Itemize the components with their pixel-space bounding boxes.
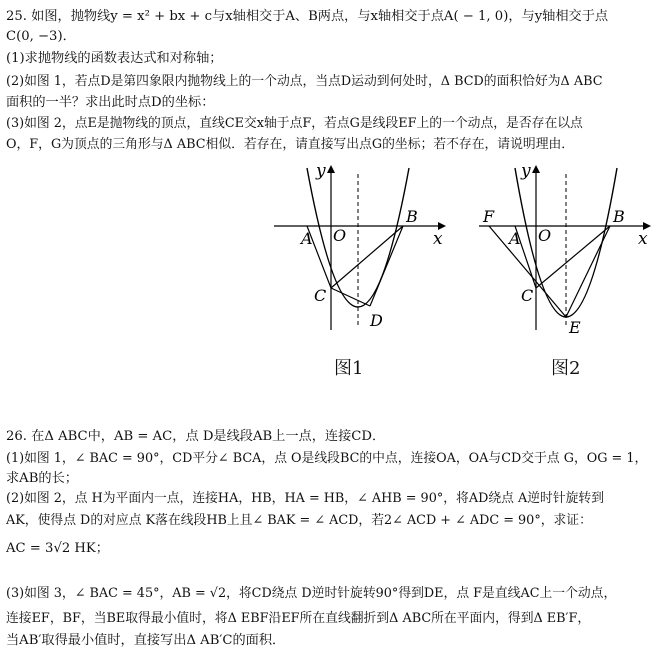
p26-line-2: (1)如图 1，∠ BAC = 90°，CD平分∠ BCA，点 O是线段BC的中点，连接OA，OA与CD交于点 G，OG = 1， bbox=[6, 451, 648, 466]
p25-line-1: 25. 如图，抛物线y = x² + bx + c与x轴相交于A、B两点，与x轴相交于点A( − 1, 0)，与y轴相交于点 bbox=[6, 9, 609, 24]
p26-line-8: 连接EF，BF，当BE取得最小值时，将Δ EBF沿EF所在直线翻折到Δ ABC所在平面内，得到Δ EB′F， bbox=[6, 611, 591, 626]
p26-line-6: AC = 3√2 HK； bbox=[6, 541, 109, 556]
p25-line-2: C(0, −3)． bbox=[6, 29, 76, 44]
p26-line-9: 当AB′取得最小值时，直接写出Δ AB′C的面积． bbox=[6, 633, 286, 648]
fig1-label-b: B bbox=[406, 207, 418, 226]
fig1-label-o: O bbox=[333, 226, 347, 245]
fig2-label-f: F bbox=[483, 207, 495, 226]
fig1-label-y: y bbox=[316, 161, 326, 181]
figure-1-caption: 图1 bbox=[334, 358, 364, 379]
figure-2-caption: 图2 bbox=[551, 358, 581, 379]
p26-line-3: 求AB的长； bbox=[6, 471, 78, 486]
fig1-y-arrow bbox=[327, 165, 335, 173]
p26-line-5: AK，使得点 D的对应点 K落在线段HB上且∠ BAK = ∠ ACD，若2∠ ACD + ∠ ADC = 90°，求证： bbox=[6, 513, 592, 528]
fig1-label-c: C bbox=[314, 286, 327, 305]
p26-line-4: (2)如图 2，点 H为平面内一点，连接HA，HB，HA = HB，∠ AHB = 90°，将AD绕点 A逆时针旋转到 bbox=[6, 491, 605, 506]
p25-line-3: (1)求抛物线的函数表达式和对称轴； bbox=[6, 51, 223, 66]
fig2-label-x: x bbox=[638, 229, 648, 249]
p25-line-7: O，F，G为顶点的三角形与Δ ABC相似．若存在，请直接写出点G的坐标；若不存在，请说明理由． bbox=[6, 137, 575, 152]
p25-line-6: (3)如图 2，点E是抛物线的顶点，直线CE交x轴于点F，若点G是线段EF上的一个动点，是否存在以点 bbox=[6, 116, 583, 131]
fig2-label-a: A bbox=[509, 229, 521, 248]
p26-line-7: (3)如图 3，∠ BAC = 45°，AB = √2，将CD绕点 D逆时针旋转90°得到DE，点 F是直线AC上一个动点， bbox=[6, 586, 617, 601]
fig2-label-e: E bbox=[569, 318, 581, 335]
fig1-label-a: A bbox=[301, 229, 313, 248]
fig2-label-c: C bbox=[521, 286, 534, 305]
fig2-label-b: B bbox=[613, 207, 625, 226]
fig2-y-arrow bbox=[532, 165, 540, 173]
fig2-label-o: O bbox=[538, 226, 552, 245]
p25-line-5: 面积的一半？求出此时点D的坐标： bbox=[6, 95, 215, 110]
figure-1-diagram bbox=[270, 160, 455, 335]
fig2-label-y: y bbox=[521, 161, 531, 181]
fig1-segment-db bbox=[370, 226, 403, 306]
fig1-label-x: x bbox=[433, 229, 443, 249]
p25-line-4: (2)如图 1，若点D是第四象限内抛物线上的一个动点，当点D运动到何处时，Δ BCD的面积恰好为Δ ABC bbox=[6, 74, 603, 89]
figure-2-diagram bbox=[475, 160, 659, 335]
p26-line-1: 26. 在Δ ABC中，AB = AC，点 D是线段AB上一点，连接CD． bbox=[6, 429, 386, 444]
fig2-segment-eb bbox=[566, 226, 610, 317]
fig1-label-d: D bbox=[370, 311, 383, 330]
